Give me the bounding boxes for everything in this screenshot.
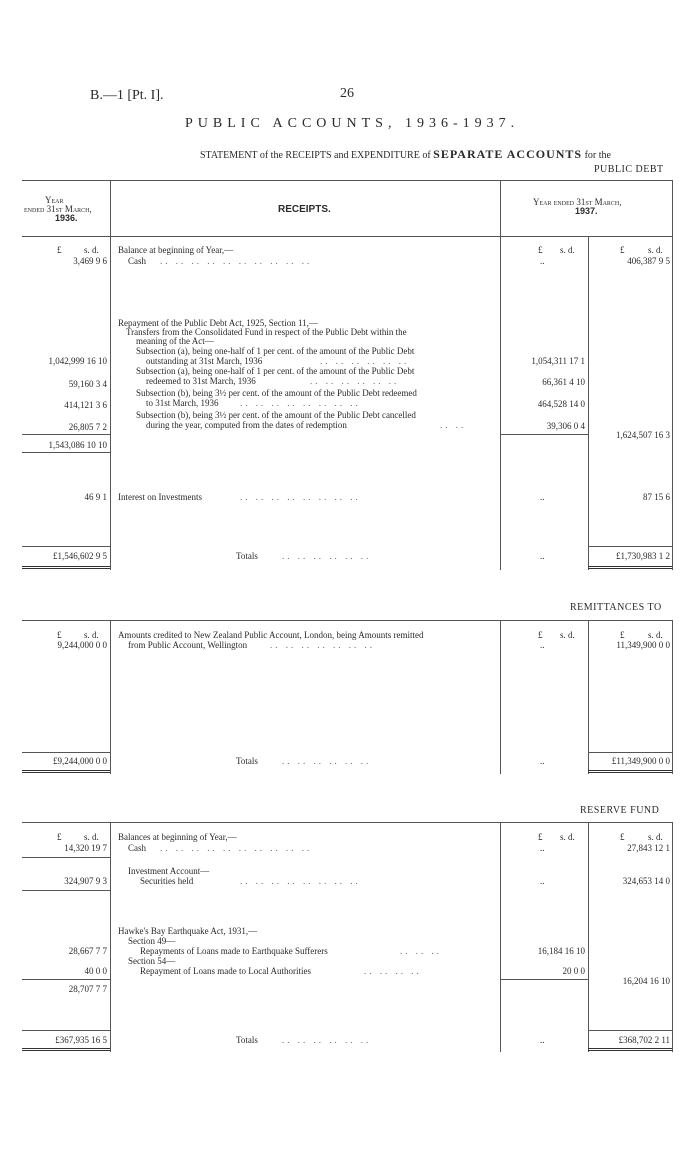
leader-dots: .. .. .. .. .. .. <box>282 756 372 766</box>
section-subtitle: PUBLIC DEBT <box>594 164 664 175</box>
table-top-rule <box>22 822 672 823</box>
left-year-top: Year <box>45 195 64 205</box>
sub-a2-mid-amount: 66,361 4 10 <box>542 377 585 387</box>
sub-b1-left-amount: 414,121 3 6 <box>64 400 107 410</box>
balance-right-amount: 406,387 9 5 <box>627 256 670 266</box>
leader-dots: .. .. .. <box>400 946 442 956</box>
header-rule <box>22 236 672 237</box>
leader-dots: .. <box>540 492 545 502</box>
sd-marker: s. d. <box>560 245 575 255</box>
sub-a2-left-amount: 59,160 3 4 <box>68 379 107 389</box>
section54-label: Section 54— <box>128 956 176 966</box>
section54-left-amount: 40 0 0 <box>84 966 107 976</box>
left-year: 1936. <box>55 213 78 223</box>
remit-label-line1: Amounts credited to New Zealand Public Account, London, being Amounts remitted <box>118 630 424 640</box>
interest-right-amount: 87 15 6 <box>643 492 670 502</box>
totals-double-rule <box>22 1048 110 1051</box>
sub-b2-left-amount: 26,805 7 2 <box>68 422 107 432</box>
totals-right-amount: £1,730,983 1 2 <box>616 551 670 561</box>
table-top-rule <box>22 180 672 181</box>
securities-right-amount: 324,653 14 0 <box>622 876 670 886</box>
reserve-cash-right: 27,843 12 1 <box>627 843 670 853</box>
page-number: 26 <box>340 86 354 101</box>
leader-dots: .. .. .. .. .. .. <box>320 356 410 366</box>
row-rule <box>22 890 110 891</box>
leader-dots: .. <box>540 756 545 766</box>
section54-item: Repayment of Loans made to Local Authorities <box>140 966 311 976</box>
subtotal-rule <box>22 434 110 435</box>
leader-dots: .. <box>540 876 545 886</box>
page-reference: B.—1 [Pt. I]. <box>90 88 164 103</box>
totals-rule <box>588 546 672 547</box>
section54-mid-amount: 20 0 0 <box>562 966 585 976</box>
securities-label: Securities held <box>140 876 194 886</box>
leader-dots: .. .. .. .. .. .. <box>282 1035 372 1045</box>
pound-marker: £ <box>538 630 543 640</box>
subtotal-left-amount: 1,543,086 10 10 <box>48 440 107 450</box>
sd-marker: s. d. <box>648 630 663 640</box>
sd-marker: s. d. <box>648 245 663 255</box>
col-divider <box>110 822 111 1052</box>
totals-rule <box>588 1030 672 1031</box>
meaning-label: meaning of the Act— <box>136 336 214 346</box>
subtotal-rule <box>22 452 110 453</box>
col-divider <box>110 180 111 570</box>
leader-dots: .. .. .. .. .. .. .. .. <box>240 398 361 408</box>
section49-mid-amount: 16,184 16 10 <box>537 946 585 956</box>
investment-label: Investment Account— <box>128 866 210 876</box>
remit-label-line2: from Public Account, Wellington <box>128 640 248 650</box>
page-title: PUBLIC ACCOUNTS, 1936-1937. <box>185 116 520 131</box>
totals-rule <box>22 1030 110 1031</box>
section49-left-amount: 28,667 7 7 <box>68 946 107 956</box>
totals-double-rule <box>22 566 110 569</box>
securities-left-amount: 324,907 9 3 <box>64 876 107 886</box>
sub-b2-mid-amount: 39,306 0 4 <box>546 421 585 431</box>
leader-dots: .. .. .. .. .. .. <box>310 376 400 386</box>
leader-dots: .. .. .. .. .. .. .. .. <box>240 876 361 886</box>
totals-double-rule <box>588 770 672 773</box>
pound-marker: £ <box>57 245 62 255</box>
remit-right-amount: 11,349,900 0 0 <box>616 640 670 650</box>
reserve-cash-left: 14,320 19 7 <box>64 843 107 853</box>
totals-left-amount: £367,935 16 5 <box>55 1035 107 1045</box>
leader-dots: .. <box>540 1035 545 1045</box>
section49-item: Repayments of Loans made to Earthquake Sufferers <box>140 946 328 956</box>
pound-marker: £ <box>620 245 625 255</box>
subtotal-rule <box>500 434 588 435</box>
sub-a1-line2: outstanding at 31st March, 1936 <box>146 356 263 366</box>
sd-marker: s. d. <box>84 245 99 255</box>
subtotal-right-amount: 1,624,507 16 3 <box>616 430 670 440</box>
sub-a1-line1: Subsection (a), being one-half of 1 per cent. of the amount of the Public Debt <box>136 346 415 356</box>
sub-b2-line2: during the year, computed from the dates of redemption <box>146 420 347 430</box>
table-top-rule <box>22 620 672 621</box>
leader-dots: .. .. .. .. <box>364 966 422 976</box>
leader-dots: .. <box>540 843 545 853</box>
subtotal-rule <box>22 979 110 980</box>
leader-dots: .. .. .. .. .. .. .. .. .. .. <box>160 256 313 266</box>
leader-dots: .. .. .. .. .. .. .. <box>270 640 375 650</box>
leader-dots: .. .. <box>440 420 467 430</box>
pound-marker: £ <box>620 832 625 842</box>
leader-dots: .. .. .. .. .. .. .. .. <box>240 492 361 502</box>
interest-label: Interest on Investments <box>118 492 202 502</box>
remittances-heading: REMITTANCES TO <box>570 602 662 613</box>
reserve-fund-heading: RESERVE FUND <box>580 805 660 816</box>
subtotal-rule <box>500 979 588 980</box>
col-divider <box>588 620 589 774</box>
leader-dots: .. .. .. .. .. .. <box>282 551 372 561</box>
sd-marker: s. d. <box>560 832 575 842</box>
pound-marker: £ <box>538 245 543 255</box>
pound-marker: £ <box>538 832 543 842</box>
sub-a2-line1: Subsection (a), being one-half of 1 per cent. of the amount of the Public Debt <box>136 366 415 376</box>
right-year-mid: Year ended 31st March, <box>533 197 622 207</box>
totals-double-rule <box>22 770 110 773</box>
leader-dots: .. <box>540 551 545 561</box>
section49-label: Section 49— <box>128 936 176 946</box>
act-label: Repayment of the Public Debt Act, 1925, Section 11,— <box>118 318 318 328</box>
col-divider <box>500 180 501 570</box>
right-year: 1937. <box>575 206 598 216</box>
col-divider <box>588 822 589 1052</box>
balance-label: Balance at beginning of Year,— <box>118 245 234 255</box>
sd-marker: s. d. <box>84 832 99 842</box>
pound-marker: £ <box>57 630 62 640</box>
totals-left-amount: £9,244,000 0 0 <box>53 756 107 766</box>
totals-rule <box>22 546 110 547</box>
reserve-subtotal-left: 28,707 7 7 <box>68 984 107 994</box>
sub-a1-mid-amount: 1,054,311 17 1 <box>531 356 585 366</box>
totals-left-amount: £1,546,602 9 5 <box>53 551 107 561</box>
col-divider <box>500 620 501 774</box>
totals-rule <box>22 752 110 753</box>
col-divider <box>500 822 501 1052</box>
sub-a1-left-amount: 1,042,999 16 10 <box>48 356 107 366</box>
balance-left-amount: 3,469 9 6 <box>73 256 107 266</box>
pound-marker: £ <box>620 630 625 640</box>
statement-heading <box>200 147 611 162</box>
balances-label: Balances at beginning of Year,— <box>118 832 237 842</box>
sd-marker: s. d. <box>648 832 663 842</box>
sub-b1-line1: Subsection (b), being 3½ per cent. of the amount of the Public Debt redeemed <box>136 388 417 398</box>
sd-marker: s. d. <box>560 630 575 640</box>
totals-label: Totals <box>236 1035 258 1045</box>
reserve-subtotal-right: 16,204 16 10 <box>622 976 670 986</box>
sub-b1-line2: to 31st March, 1936 <box>146 398 219 408</box>
statement-bold: SEPARATE ACCOUNTS <box>433 147 583 161</box>
left-year-mid: ended 31st March, <box>24 204 92 214</box>
receipts-heading: RECEIPTS. <box>278 204 331 215</box>
sd-marker: s. d. <box>84 630 99 640</box>
col-divider <box>672 822 673 1052</box>
cash-label: Cash <box>128 256 146 266</box>
col-divider <box>110 620 111 774</box>
col-divider <box>672 180 673 570</box>
totals-double-rule <box>588 1048 672 1051</box>
remit-left-amount: 9,244,000 0 0 <box>57 640 107 650</box>
totals-right-amount: £11,349,900 0 0 <box>611 756 670 766</box>
cash-label: Cash <box>128 843 146 853</box>
statement-suffix: for the <box>584 150 611 161</box>
leader-dots: .. <box>540 256 545 266</box>
totals-right-amount: £368,702 2 11 <box>618 1035 670 1045</box>
interest-left-amount: 46 9 1 <box>84 492 107 502</box>
sub-b1-mid-amount: 464,528 14 0 <box>537 399 585 409</box>
col-divider <box>588 236 589 570</box>
totals-double-rule <box>588 566 672 569</box>
earthquake-act-label: Hawke's Bay Earthquake Act, 1931,— <box>118 926 258 936</box>
totals-label: Totals <box>236 551 258 561</box>
statement-prefix: STATEMENT of the RECEIPTS and EXPENDITURE of <box>200 150 431 161</box>
col-divider <box>672 620 673 774</box>
totals-label: Totals <box>236 756 258 766</box>
transfer-label: Transfers from the Consolidated Fund in respect of the Public Debt within the <box>126 327 407 337</box>
leader-dots: .. <box>540 640 545 650</box>
sub-a2-line2: redeemed to 31st March, 1936 <box>146 376 256 386</box>
pound-marker: £ <box>57 832 62 842</box>
totals-rule <box>588 752 672 753</box>
leader-dots: .. .. .. .. .. .. .. .. .. .. <box>160 843 313 853</box>
sub-b2-line1: Subsection (b), being 3½ per cent. of the amount of the Public Debt cancelled <box>136 410 416 420</box>
row-rule <box>22 857 110 858</box>
